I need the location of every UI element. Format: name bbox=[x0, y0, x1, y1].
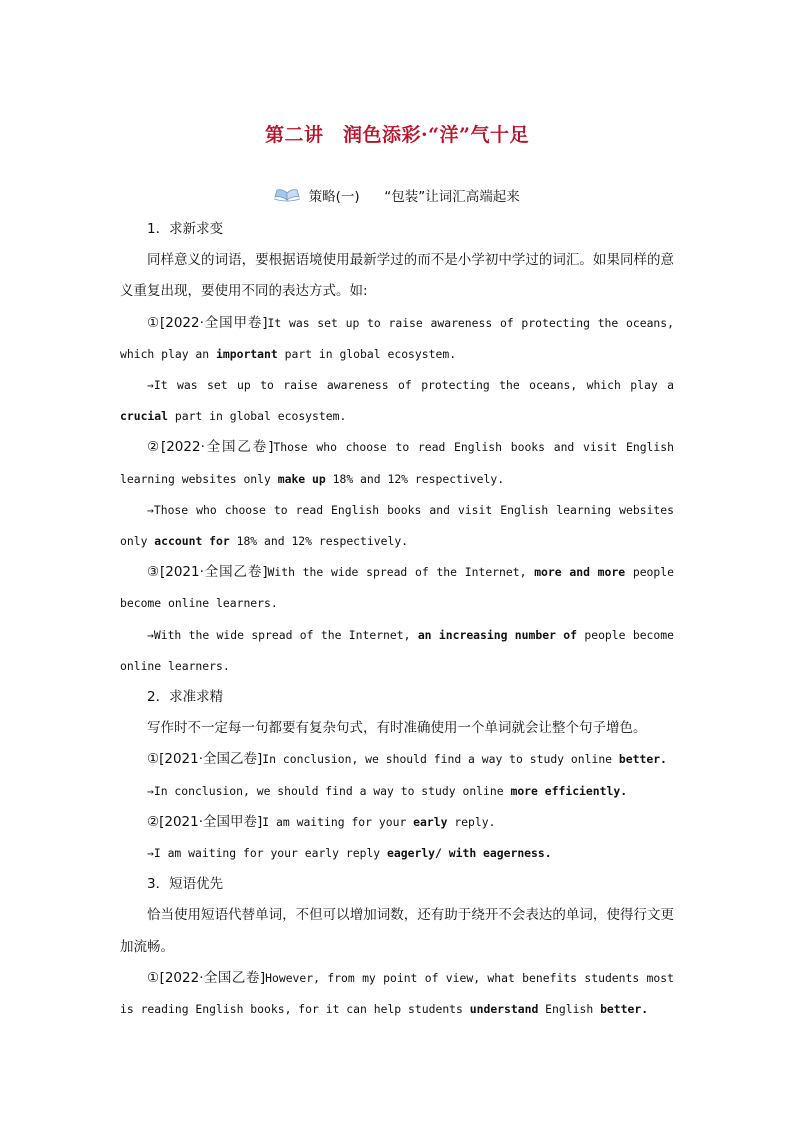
example-sentence: ①[2022·全国乙卷]However, from my point of view, what benefits students most is reading English books, for it can help students understand English better. bbox=[120, 969, 674, 1017]
revised-sentence: →In conclusion, we should find a way to study online more efficiently. bbox=[147, 783, 628, 798]
example-sentence: ③[2021·全国乙卷]With the wide spread of the Internet, more and more people become online learners. bbox=[120, 564, 674, 611]
section-intro: 同样意义的词语，要根据语境使用最新学过的而不是小学初中学过的词汇。如果同样的意义重复出现，要使用不同的表达方式。如: bbox=[120, 252, 674, 300]
revised-sentence: →With the wide spread of the Internet, an increasing number of people become online learners. bbox=[120, 627, 674, 673]
example-sentence: ①[2021·全国乙卷]In conclusion, we should find a way to study online better. bbox=[147, 751, 667, 768]
arrow-icon: → bbox=[147, 846, 154, 861]
example-source: ②[2021·全国甲卷] bbox=[147, 813, 263, 830]
page-title: 第二讲 润色添彩·“洋”气十足 bbox=[265, 124, 529, 146]
section-heading: 1．求新求变 bbox=[147, 221, 224, 237]
arrow-icon: → bbox=[147, 783, 154, 798]
example-sentence: ②[2022·全国乙卷]Those who choose to read English books and visit English learning websites only make up 18% and 12% respectively. bbox=[120, 439, 674, 486]
example-sentence: ②[2021·全国甲卷]I am waiting for your early reply. bbox=[147, 813, 496, 830]
example-source: ①[2021·全国乙卷] bbox=[147, 751, 263, 768]
section-intro: 写作时不一定每一句都要有复杂句式，有时准确使用一个单词就会让整个句子增色。 bbox=[147, 720, 647, 737]
strategy-label: 策略(一) bbox=[308, 189, 360, 205]
example-sentence: ①[2022·全国甲卷]It was set up to raise awareness of protecting the oceans, which play an important part in global ecosystem. bbox=[120, 314, 675, 361]
section-heading: 3．短语优先 bbox=[147, 876, 224, 893]
example-source: ①[2022·全国乙卷] bbox=[147, 969, 266, 986]
arrow-icon: → bbox=[147, 378, 154, 393]
arrow-icon: → bbox=[147, 502, 154, 517]
revised-sentence: →I am waiting for your early reply eagerly/ with eagerness. bbox=[147, 846, 552, 861]
example-source: ②[2022·全国乙卷] bbox=[147, 439, 274, 456]
revised-sentence: →It was set up to raise awareness of protecting the oceans, which play a crucial part in global ecosystem. bbox=[120, 378, 674, 424]
arrow-icon: → bbox=[147, 627, 154, 642]
section-heading: 2．求准求精 bbox=[147, 689, 224, 706]
strategy-heading bbox=[0, 185, 794, 206]
section-intro: 恰当使用短语代替单词，不但可以增加词数，还有助于绕开不会表达的单词，使得行文更加流畅。 bbox=[120, 907, 674, 955]
strategy-text: “包装”让词汇高端起来 bbox=[384, 189, 520, 205]
main-content bbox=[120, 214, 674, 1025]
example-source: ①[2022·全国甲卷] bbox=[147, 314, 268, 331]
example-source: ③[2021·全国乙卷] bbox=[147, 564, 268, 581]
revised-sentence: →Those who choose to read English books and visit English learning websites only account for 18% and 12% respectively. bbox=[120, 502, 674, 549]
open-book-icon bbox=[274, 188, 300, 206]
